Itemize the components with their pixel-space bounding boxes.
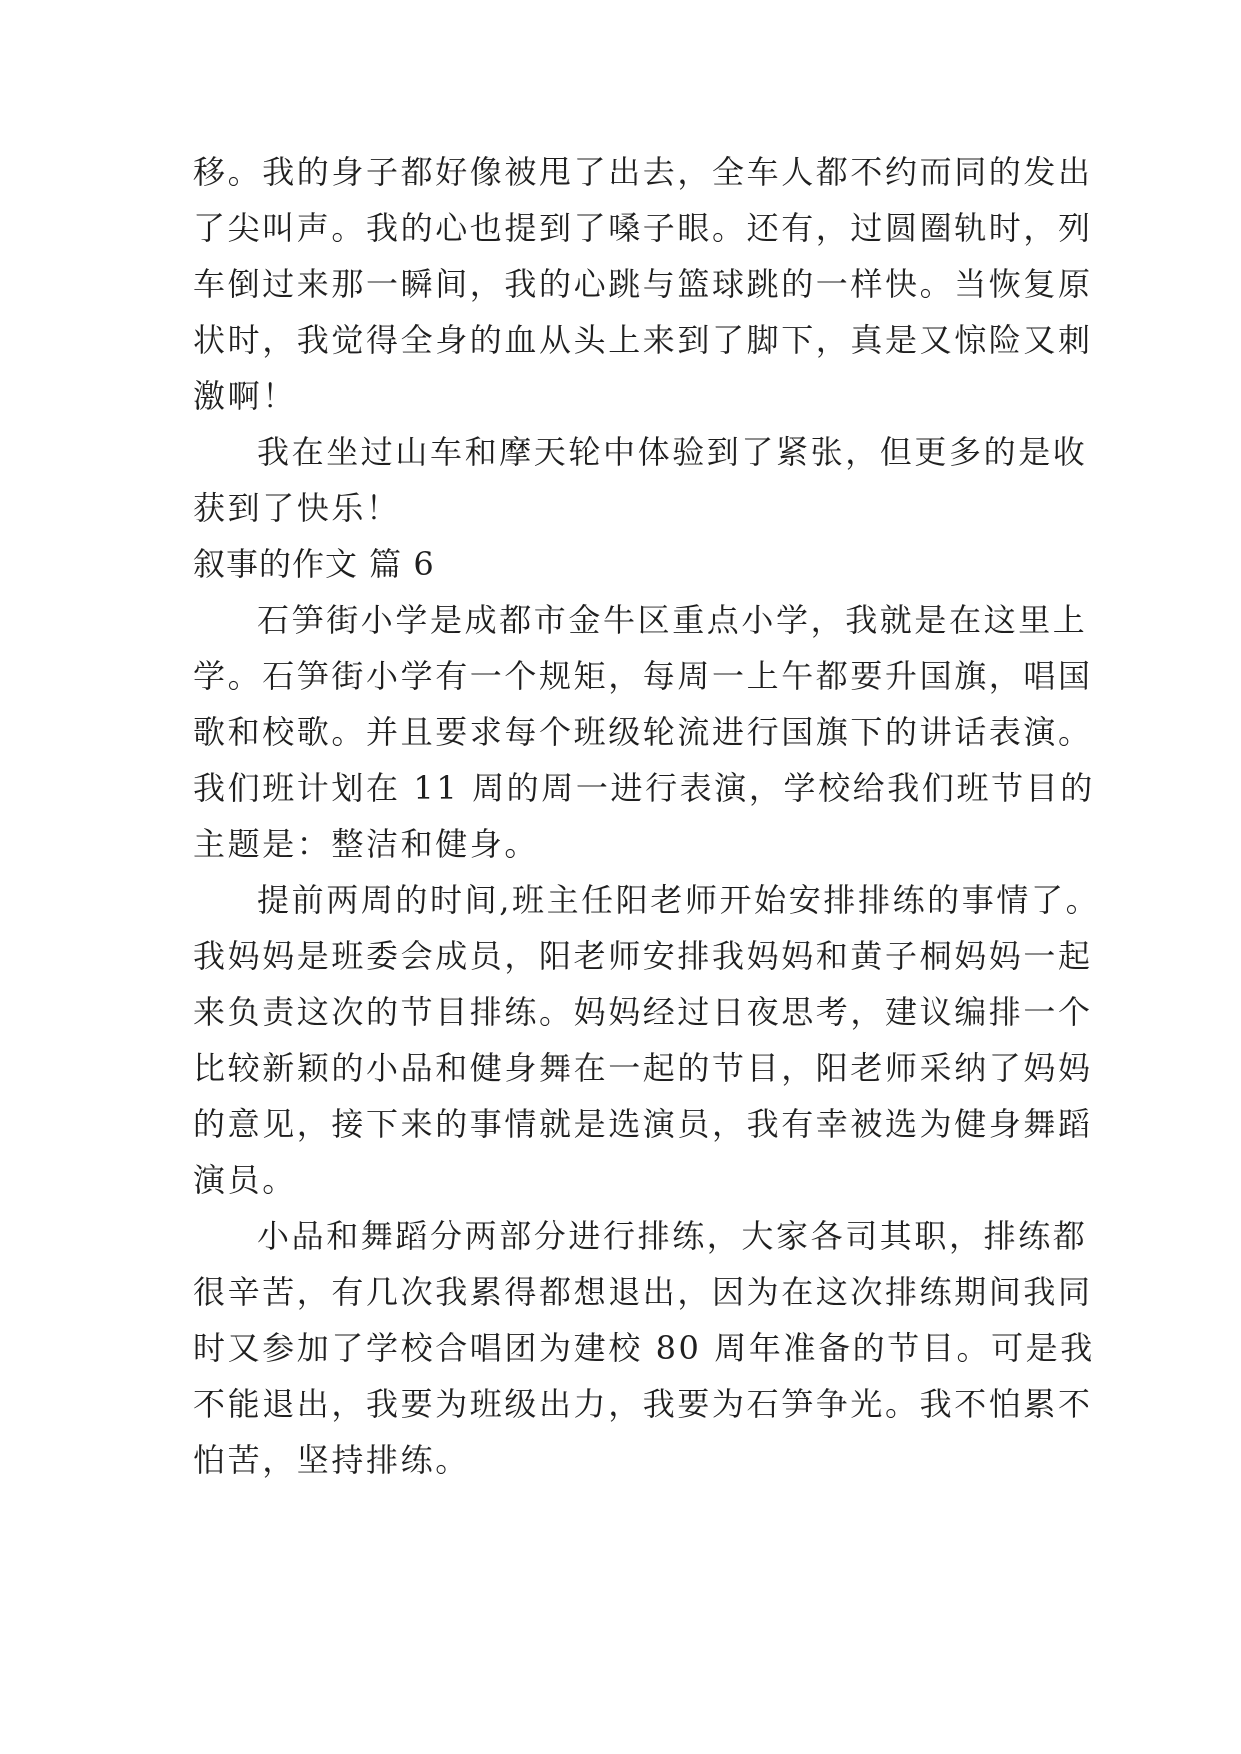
text-line: 获到了快乐！ xyxy=(193,489,401,527)
text-line: 学。石笋街小学有一个规矩，每周一上午都要升国旗，唱国 xyxy=(193,657,1093,695)
text-line: 移。我的身子都好像被甩了出去，全车人都不约而同的发出 xyxy=(193,153,1093,191)
text-line: 怕苦，坚持排练。 xyxy=(193,1441,470,1479)
text-line: 我们班计划在 11 周的周一进行表演，学校给我们班节目的 xyxy=(193,769,1095,807)
text-line: 了尖叫声。我的心也提到了嗓子眼。还有，过圆圈轨时，列 xyxy=(193,209,1093,247)
text-line: 的意见，接下来的事情就是选演员，我有幸被选为健身舞蹈 xyxy=(193,1105,1093,1143)
text-line: 车倒过来那一瞬间，我的心跳与篮球跳的一样快。当恢复原 xyxy=(193,265,1093,303)
text-line: 比较新颖的小品和健身舞在一起的节目，阳老师采纳了妈妈 xyxy=(193,1049,1093,1087)
text-line: 提前两周的时间,班主任阳老师开始安排排练的事情了。 xyxy=(257,881,1101,919)
text-line: 我妈妈是班委会成员，阳老师安排我妈妈和黄子桐妈妈一起 xyxy=(193,937,1093,975)
text-line: 演员。 xyxy=(193,1161,297,1199)
text-line: 歌和校歌。并且要求每个班级轮流进行国旗下的讲话表演。 xyxy=(193,713,1093,751)
text-line: 时又参加了学校合唱团为建校 80 周年准备的节目。可是我 xyxy=(193,1329,1095,1367)
text-line: 小品和舞蹈分两部分进行排练，大家各司其职，排练都 xyxy=(257,1217,1088,1255)
text-line: 石笋街小学是成都市金牛区重点小学，我就是在这里上 xyxy=(257,601,1088,639)
text-line: 来负责这次的节目排练。妈妈经过日夜思考，建议编排一个 xyxy=(193,993,1093,1031)
text-line: 主题是：整洁和健身。 xyxy=(193,825,540,863)
text-line: 不能退出，我要为班级出力，我要为石笋争光。我不怕累不 xyxy=(193,1385,1093,1423)
text-line: 我在坐过山车和摩天轮中体验到了紧张，但更多的是收 xyxy=(257,433,1088,471)
section-heading: 叙事的作文 篇 6 xyxy=(193,545,435,583)
text-line: 状时，我觉得全身的血从头上来到了脚下，真是又惊险又刺 xyxy=(193,321,1093,359)
text-line: 很辛苦，有几次我累得都想退出，因为在这次排练期间我同 xyxy=(193,1273,1093,1311)
text-line: 激啊！ xyxy=(193,377,297,415)
